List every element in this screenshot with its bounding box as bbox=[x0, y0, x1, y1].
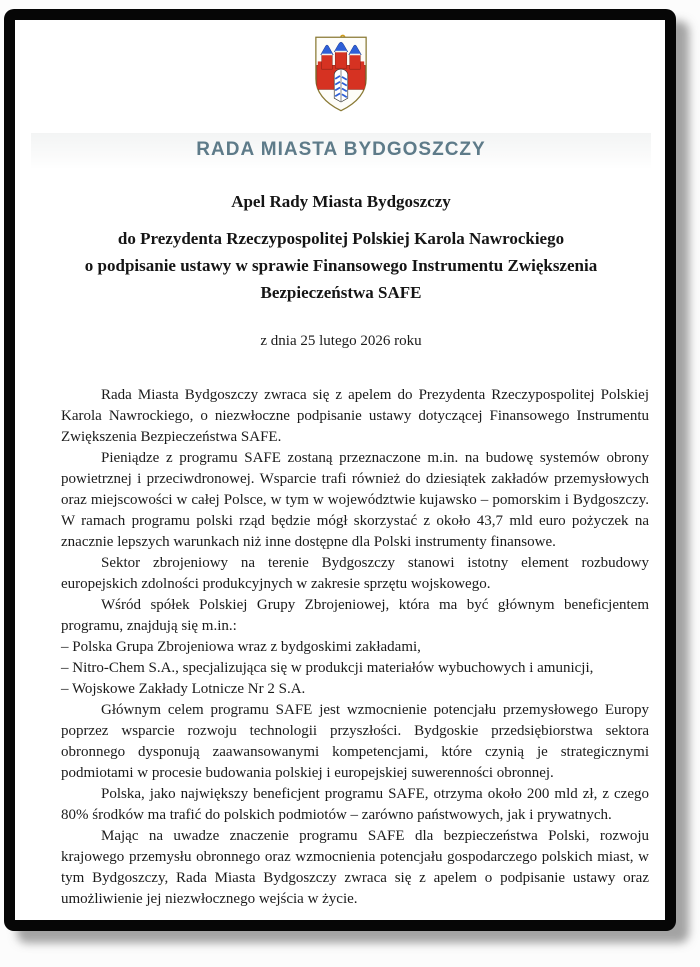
organization-heading: RADA MIASTA BYDGOSZCZY bbox=[31, 133, 651, 168]
crest-container bbox=[31, 34, 651, 119]
body-paragraph-5: Głównym celem programu SAFE jest wzmocnienie potencjału przemysłowego Europy poprzez wsparcie rozwoju technologii przyszłości. Bydgoskie przedsiębiorstwa sektora obronnego dysponują zaawansowanymi kompetencjami, które czynią je strategicznymi podmiotami w procesie budowania polskiej i europejskiej suwerenności obronnej. bbox=[61, 702, 649, 781]
list-item-1: – Polska Grupa Zbrojeniowa wraz z bydgoskimi zakładami, bbox=[61, 639, 421, 655]
list-item-3: – Wojskowe Zakłady Lotnicze Nr 2 S.A. bbox=[61, 681, 306, 697]
body-paragraph-6: Polska, jako największy beneficjent programu SAFE, otrzyma około 200 mld zł, z czego 80% środków ma trafić do polskich podmiotów – zarówno państwowych, jak i prywatnych. bbox=[61, 786, 649, 823]
body-paragraph-4: Wśród spółek Polskiej Grupy Zbrojeniowej, która ma być głównym beneficjentem programu, znajdują się m.in.: bbox=[61, 597, 649, 634]
subtitle-line-1: do Prezydenta Rzeczypospolitej Polskiej Karola Nawrockiego bbox=[117, 229, 565, 248]
body-paragraph-7: Mając na uwadze znaczenie programu SAFE dla bezpieczeństwa Polski, rozwoju krajowego przemysłu obronnego oraz wzmocnienia potencjału gospodarczego polskich miast, w tym Bydgoszczy, Rada Miasta Bydgoszczy zwraca się z apelem o podpisanie ustawy oraz umożliwienie jej niezwłocznego wejścia w życie. bbox=[61, 828, 649, 907]
body-paragraph-1: Rada Miasta Bydgoszczy zwraca się z apelem do Prezydenta Rzeczypospolitej Polskiej Karola Nawrockiego, o niezwłoczne podpisanie ustawy dotyczącej Finansowego Instrumentu Zwiększenia Bezpieczeństwa SAFE. bbox=[61, 387, 649, 445]
date-line: z dnia 25 lutego 2026 roku bbox=[260, 333, 422, 349]
list-item-2: – Nitro-Chem S.A., specjalizująca się w produkcji materiałów wybuchowych i amunicji, bbox=[61, 660, 594, 676]
bydgoszcz-coat-of-arms-icon bbox=[312, 34, 370, 114]
subtitle-line-2: o podpisanie ustawy w sprawie Finansowego Instrumentu Zwiększenia bbox=[84, 256, 598, 275]
document-page bbox=[15, 20, 665, 920]
document-frame bbox=[4, 9, 676, 931]
document-subtitle bbox=[31, 225, 651, 306]
document-title: Apel Rady Miasta Bydgoszczy bbox=[231, 192, 451, 211]
body-paragraph-3: Sektor zbrojeniowy na terenie Bydgoszczy stanowi istotny element rozbudowy europejskich zdolności produkcyjnych w zakresie sprzętu wojskowego. bbox=[61, 555, 649, 592]
document-body bbox=[61, 385, 649, 910]
subtitle-line-3: Bezpieczeństwa SAFE bbox=[260, 283, 422, 302]
body-paragraph-2: Pieniądze z programu SAFE zostaną przeznaczone m.in. na budowę systemów obrony powietrznej i przeciwdronowej. Wsparcie trafi również do dziesiątek zakładów przemysłowych oraz miejscowości w całej Polsce, w tym w województwie kujawsko – pomorskim i Bydgoszczy. W ramach programu polski rząd będzie mógł skorzystać z około 43,7 mld euro pożyczek na znacznie lepszych warunkach niż inne dostępne dla Polski instrumenty finansowe. bbox=[61, 450, 649, 550]
